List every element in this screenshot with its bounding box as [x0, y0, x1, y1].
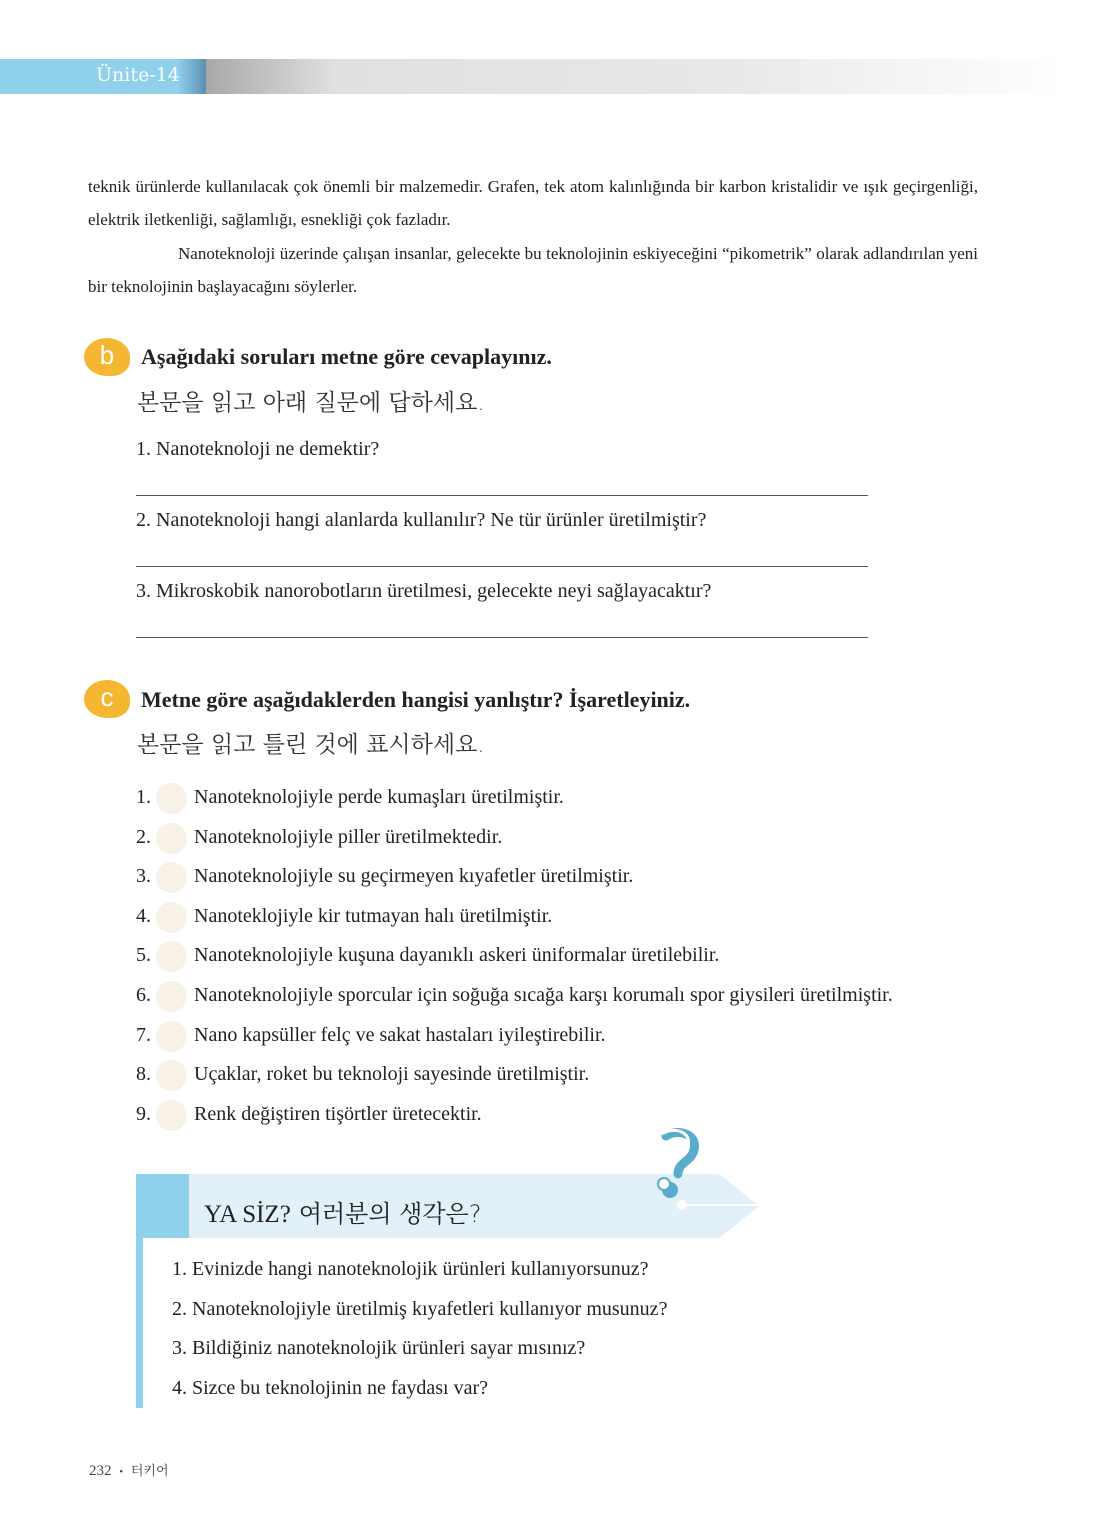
answer-circle[interactable] — [156, 862, 187, 893]
statement-number: 9. — [136, 1102, 151, 1125]
statement-number: 3. — [136, 865, 151, 888]
statement-text: Nanoteknolojiyle su geçirmeyen kıyafetler üretilmiştir. — [194, 865, 634, 888]
ya-siz-accent — [136, 1174, 189, 1238]
answer-line-2[interactable] — [136, 566, 868, 567]
header-gradient — [206, 59, 1066, 94]
answer-circle[interactable] — [156, 902, 187, 933]
question-1: 1. Nanoteknoloji ne demektir? — [136, 438, 380, 460]
answer-circle[interactable] — [156, 823, 187, 854]
statement-text: Nanoteknolojiyle sporcular için soğuğa sıcağa karşı korumalı spor giysileri üretilmiştir. — [194, 984, 893, 1006]
statement-number: 4. — [136, 904, 151, 927]
answer-line-3[interactable] — [136, 637, 868, 638]
question-mark-icon — [648, 1128, 758, 1213]
ya-siz-title-tr: YA SİZ? — [204, 1201, 291, 1228]
statement-text: Renk değiştiren tişörtler üretecektir. — [194, 1102, 482, 1125]
header-divider — [178, 59, 206, 94]
section-b-title: Aşağıdaki soruları metne göre cevaplayınız. — [141, 344, 552, 369]
answer-line-1[interactable] — [136, 495, 868, 496]
question-3: 3. Mikroskobik nanorobotların üretilmesi, gelecekte neyi sağlayacaktır? — [136, 580, 712, 602]
ya-siz-vertical-bar — [136, 1238, 143, 1408]
answer-circle[interactable] — [156, 981, 187, 1012]
intro-paragraph-1: teknik ürünlerde kullanılacak çok önemli bir malzemedir. Grafen, tek atom kalınlığında bir karbon kristalidir ve ışık geçirgenliği, elektrik iletkenliği, sağlamlığı, esnekliği çok fazladır. — [88, 177, 978, 229]
answer-circle[interactable] — [156, 1100, 187, 1131]
page-footer — [89, 1460, 169, 1480]
section-c-title: Metne göre aşağıdaklerden hangisi yanlıştır? İşaretleyiniz. — [141, 687, 691, 712]
footer-subject: 터키어 — [130, 1464, 169, 1479]
statement-number: 2. — [136, 825, 151, 848]
statement-number: 5. — [136, 944, 151, 967]
section-b-badge: b — [84, 338, 130, 376]
ya-siz-question-1: 1. Evinizde hangi nanoteknolojik ürünleri kullanıyorsunuz? — [172, 1258, 649, 1280]
section-b-subtitle: 본문을 읽고 아래 질문에 답하세요. — [137, 390, 485, 416]
statement-text: Nanoteknolojiyle kuşuna dayanıklı askeri üniformalar üretilebilir. — [194, 944, 720, 967]
statement-text: Nanoteklojiyle kir tutmayan halı üretilmiştir. — [194, 904, 553, 927]
section-c-badge: c — [84, 680, 130, 718]
statement-text: Nanoteknolojiyle perde kumaşları üretilmiştir. — [194, 786, 564, 808]
statement-text: Nanoteknolojiyle piller üretilmektedir. — [194, 825, 503, 848]
page-number: 232 — [89, 1463, 112, 1479]
ya-siz-title-ko: 여러분의 생각은? — [298, 1200, 482, 1228]
ya-siz-question-4: 4. Sizce bu teknolojinin ne faydası var? — [172, 1377, 489, 1399]
question-2: 2. Nanoteknoloji hangi alanlarda kullanılır? Ne tür ürünler üretilmiştir? — [136, 509, 707, 531]
footer-separator: • — [119, 1466, 124, 1478]
statement-number: 8. — [136, 1063, 151, 1086]
statement-text: Nano kapsüller felç ve sakat hastaları iyileştirebilir. — [194, 1023, 606, 1046]
answer-circle[interactable] — [156, 1060, 187, 1091]
answer-circle[interactable] — [156, 783, 187, 814]
statement-number: 7. — [136, 1023, 151, 1046]
unit-title: Ünite-14 — [96, 64, 180, 86]
statement-number: 6. — [136, 984, 151, 1006]
answer-circle[interactable] — [156, 1021, 187, 1052]
ya-siz-question-3: 3. Bildiğiniz nanoteknolojik ürünleri sayar mısınız? — [172, 1337, 586, 1359]
statement-text: Uçaklar, roket bu teknoloji sayesinde üretilmiştir. — [194, 1063, 590, 1086]
intro-paragraph-2: Nanoteknoloji üzerinde çalışan insanlar, gelecekte bu teknolojinin eskiyeceğini “pikometrik” olarak adlandırılan yeni bir teknolojinin başlayacağını söylerler. — [88, 244, 978, 296]
answer-circle[interactable] — [156, 941, 187, 972]
section-c-subtitle: 본문을 읽고 틀린 것에 표시하세요. — [137, 732, 485, 758]
ya-siz-question-2: 2. Nanoteknolojiyle üretilmiş kıyafetleri kullanıyor musunuz? — [172, 1298, 668, 1320]
ya-siz-title — [204, 1194, 481, 1229]
statement-number: 1. — [136, 786, 151, 808]
